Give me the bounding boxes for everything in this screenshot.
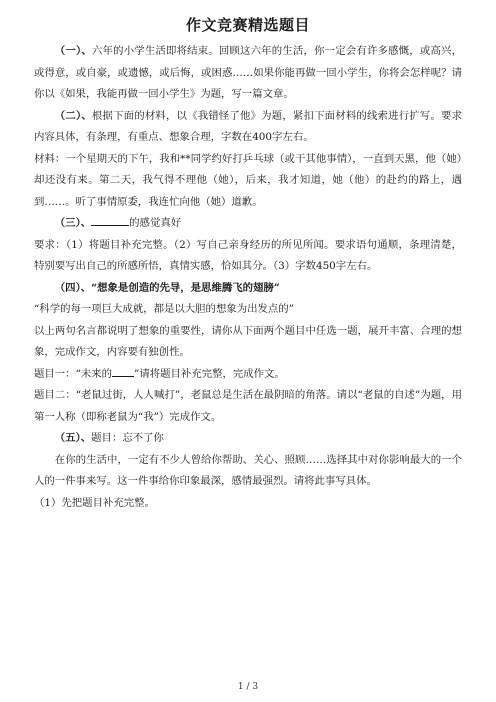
section-3-heading [34, 213, 462, 235]
topic-1-after: ”请将题目补充完整，完成作文。 [134, 367, 285, 380]
section-5-number: （五）、 [54, 432, 92, 444]
section-5-text: 在你的生活中，一定有不少人曾给你帮助、关心、照顾……选择其中对你影响最大的一个人的一件事来写。这一件事给你印象最深，感情最强烈。请将此事写具体。 [34, 453, 462, 487]
section-4-topic-2: 题目二：“老鼠过街，人人喊打”，老鼠总是生活在最阴暗的角落。请以“老鼠的自述”为题，用第一人称（即称老鼠为“我”）完成作文。 [34, 389, 462, 423]
section-4-number: （四）、 [54, 281, 92, 294]
topic-1-blank-line [112, 375, 134, 377]
title-blank-line [91, 224, 129, 226]
section-3-number: （三）、 [54, 217, 92, 229]
topic-1-before: 题目一：“未来的 [34, 367, 113, 380]
document-title: 作文竞赛精选题目 [185, 16, 310, 34]
section-2-material: 材料：一个星期天的下午，我和**同学约好打乒乓球（或干其他事情），一直到天黑，他（她）却还没有来。第二天，我气得不理他（她），后来，我才知道，她（他）的赴约的路上，遇到……。听了事情原委，我连忙向他（她）道歉。 [34, 152, 462, 208]
section-4-intro: 以上两句名言都说明了想象的重要性，请你从下面两个题目中任选一题，展开丰富、合理的想象，完成作文，内容要有独创性。 [34, 324, 462, 358]
section-1 [34, 41, 462, 106]
section-3-requirements: 要求：（1）将题目补充完整。（2）写自己亲身经历的所见所闻。要求语句通顺，条理清楚，特别要写出自己的所感所悟，真情实感，恰如其分。（3）字数450字左右。 [34, 238, 462, 272]
section-2-number: （二）、 [54, 109, 92, 122]
section-4-topic-1 [34, 364, 462, 386]
section-5-title: 题目：忘不了你 [91, 432, 164, 444]
section-5-heading [34, 428, 462, 450]
section-1-number: （一）、 [54, 45, 92, 57]
section-1-text: 六年的小学生活即将结束。回顾这六年的生活，你一定会有许多感慨，或高兴，或得意，或自豪，或遗憾，或后悔，或困惑……如果你能再做一回小学生，你将会怎样呢？请你以《如果，我能再做一回小学生》为题，写一篇文章。 [34, 45, 462, 100]
section-4-heading [34, 278, 462, 300]
section-2 [34, 106, 462, 149]
section-4-quote-2: “科学的每一项巨大成就，都是以大胆的想象为出发点的” [34, 303, 294, 315]
section-5-requirement-1: （1）先把题目补充完整。 [34, 496, 155, 509]
section-4-quote-1: “想象是创造的先导，是思维腾飞的翅膀” [91, 281, 280, 294]
section-2-text: 根据下面的材料，以《我错怪了他》为题，紧扣下面材料的线索进行扩写。要求内容具体，有条理，有重点、想象合理，字数在400字左右。 [34, 109, 462, 143]
section-3-title-suffix: 的感觉真好 [129, 217, 182, 229]
page-number: 1 / 3 [237, 682, 259, 692]
